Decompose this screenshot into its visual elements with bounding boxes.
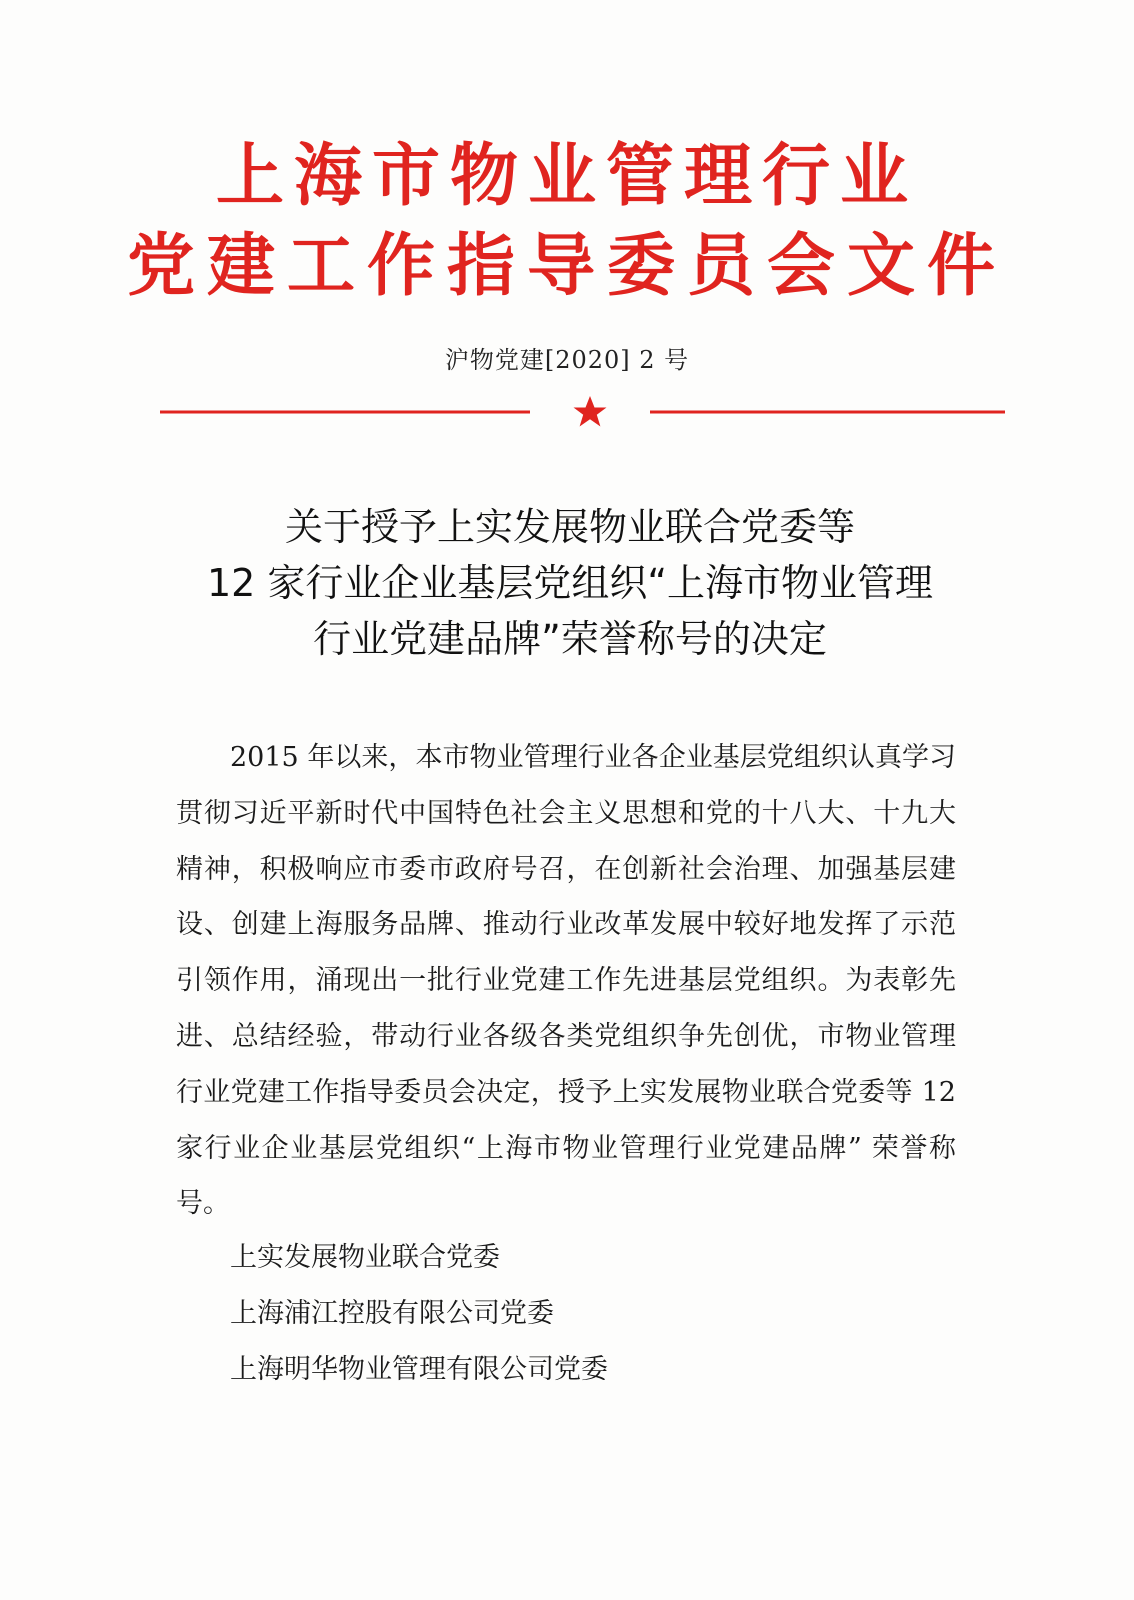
organization-list [230, 1230, 608, 1398]
organization-item: 上海明华物业管理有限公司党委 [230, 1354, 608, 1385]
masthead-line-2: 党建工作指导委员会文件 [126, 226, 1007, 306]
red-star-icon [574, 396, 607, 427]
masthead-line-1: 上海市物业管理行业 [215, 136, 918, 216]
red-divider [160, 390, 1005, 430]
body-paragraph: 2015 年以来，本市物业管理行业各企业基层党组织认真学习贯彻习近平新时代中国特色社会主义思想和党的十八大、十九大精神，积极响应市委市政府号召，在创新社会治理、加强基层建设、创建上海服务品牌、推动行业改革发展中较好地发挥了示范引领作用，涌现出一批行业党建工作先进基层党组织。为表彰先进、总结经验，带动行业各级各类党组织争先创优，市物业管理行业党建工作指导委员会决定，授予上实发展物业联合党委等 12 家行业企业基层党组织“上海市物业管理行业党建品牌” 荣誉称号。 [176, 742, 956, 1220]
organization-item: 上海浦江控股有限公司党委 [230, 1298, 554, 1329]
title-line-1: 关于授予上实发展物业联合党委等 [284, 505, 855, 549]
title-line-3: 行业党建品牌”荣誉称号的决定 [313, 617, 827, 661]
organization-item: 上实发展物业联合党委 [230, 1242, 500, 1273]
title-line-2: 12 家行业企业基层党组织“上海市物业管理 [206, 561, 934, 605]
document-number: 沪物党建[2020] 2 号 [444, 346, 690, 374]
